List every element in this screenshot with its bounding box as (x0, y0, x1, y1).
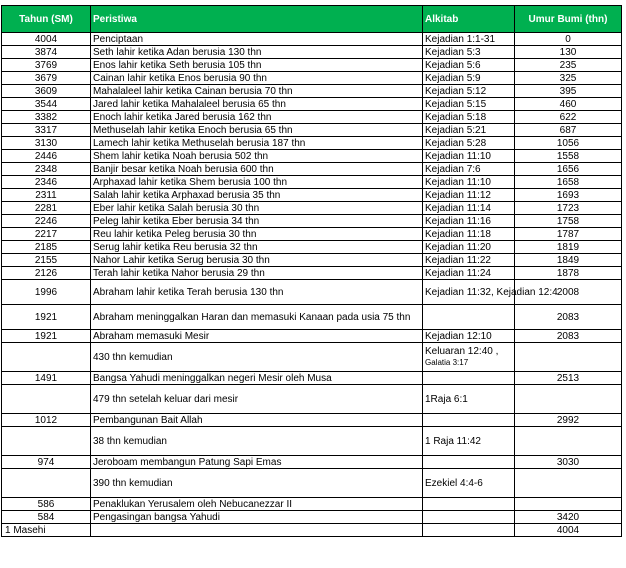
year-cell (2, 469, 91, 498)
year-cell: 3609 (2, 85, 91, 98)
header-year: Tahun (SM) (2, 6, 91, 33)
event-cell: 38 thn kemudian (91, 427, 423, 456)
table-row (2, 176, 622, 189)
reference-cell (423, 498, 515, 511)
event-cell (91, 524, 423, 537)
earth-age-cell: 2008 (515, 280, 622, 305)
reference-secondary: Galatia 3:17 (425, 358, 469, 367)
earth-age-cell: 3420 (515, 511, 622, 524)
table-row (2, 46, 622, 59)
earth-age-cell: 395 (515, 85, 622, 98)
event-cell: 479 thn setelah keluar dari mesir (91, 385, 423, 414)
event-cell: Eber lahir ketika Salah berusia 30 thn (91, 202, 423, 215)
reference-cell: 1Raja 6:1 (423, 385, 515, 414)
year-cell (2, 343, 91, 372)
reference-cell (423, 414, 515, 427)
event-cell: Salah lahir ketika Arphaxad berusia 35 thn (91, 189, 423, 202)
earth-age-cell: 1723 (515, 202, 622, 215)
earth-age-cell: 1878 (515, 267, 622, 280)
year-cell: 2155 (2, 254, 91, 267)
earth-age-cell: 1849 (515, 254, 622, 267)
reference-cell: Kejadian 5:3 (423, 46, 515, 59)
reference-cell (423, 524, 515, 537)
year-cell: 2446 (2, 150, 91, 163)
reference-cell: Kejadian 5:6 (423, 59, 515, 72)
year-cell: 1921 (2, 330, 91, 343)
table-row (2, 427, 622, 456)
year-cell: 2348 (2, 163, 91, 176)
year-cell: 2346 (2, 176, 91, 189)
event-cell: 390 thn kemudian (91, 469, 423, 498)
earth-age-cell: 1758 (515, 215, 622, 228)
table-row (2, 33, 622, 46)
year-cell: 3317 (2, 124, 91, 137)
table-row (2, 124, 622, 137)
table-row (2, 202, 622, 215)
year-cell: 3769 (2, 59, 91, 72)
earth-age-cell: 1558 (515, 150, 622, 163)
year-cell (2, 427, 91, 456)
earth-age-cell (515, 498, 622, 511)
table-row (2, 414, 622, 427)
event-cell: Serug lahir ketika Reu berusia 32 thn (91, 241, 423, 254)
table-row (2, 111, 622, 124)
table-row (2, 511, 622, 524)
year-cell (2, 385, 91, 414)
year-cell: 584 (2, 511, 91, 524)
earth-age-cell: 130 (515, 46, 622, 59)
event-cell: Penaklukan Yerusalem oleh Nebucanezzar II (91, 498, 423, 511)
earth-age-cell: 2992 (515, 414, 622, 427)
event-cell: Mahalaleel lahir ketika Cainan berusia 70 thn (91, 85, 423, 98)
table-row (2, 98, 622, 111)
reference-cell: Kejadian 11:16 (423, 215, 515, 228)
year-cell: 2185 (2, 241, 91, 254)
event-cell: Peleg lahir ketika Eber berusia 34 thn (91, 215, 423, 228)
year-cell: 1491 (2, 372, 91, 385)
earth-age-cell: 1787 (515, 228, 622, 241)
event-cell: Enos lahir ketika Seth berusia 105 thn (91, 59, 423, 72)
table-row (2, 254, 622, 267)
table-row (2, 385, 622, 414)
reference-cell: Ezekiel 4:4-6 (423, 469, 515, 498)
event-cell: Cainan lahir ketika Enos berusia 90 thn (91, 72, 423, 85)
table-row (2, 241, 622, 254)
year-cell: 1996 (2, 280, 91, 305)
reference-cell: 1 Raja 11:42 (423, 427, 515, 456)
table-row (2, 498, 622, 511)
year-cell: 1921 (2, 305, 91, 330)
year-cell: 3544 (2, 98, 91, 111)
event-cell: Pembangunan Bait Allah (91, 414, 423, 427)
earth-age-cell: 2513 (515, 372, 622, 385)
reference-cell (423, 456, 515, 469)
table-row (2, 72, 622, 85)
year-cell: 2281 (2, 202, 91, 215)
table-row (2, 305, 622, 330)
earth-age-cell (515, 385, 622, 414)
reference-cell: Kejadian 11:14 (423, 202, 515, 215)
event-cell: Pengasingan bangsa Yahudi (91, 511, 423, 524)
reference-cell: Kejadian 11:22 (423, 254, 515, 267)
reference-cell: Kejadian 11:18 (423, 228, 515, 241)
earth-age-cell: 687 (515, 124, 622, 137)
table-row (2, 85, 622, 98)
reference-cell (423, 372, 515, 385)
event-cell: Terah lahir ketika Nahor berusia 29 thn (91, 267, 423, 280)
reference-cell: Kejadian 5:28 (423, 137, 515, 150)
reference-cell: Kejadian 1:1-31 (423, 33, 515, 46)
table-row (2, 524, 622, 537)
event-cell: 430 thn kemudian (91, 343, 423, 372)
table-row (2, 163, 622, 176)
earth-age-cell: 1819 (515, 241, 622, 254)
reference-cell: Kejadian 7:6 (423, 163, 515, 176)
event-cell: Shem lahir ketika Noah berusia 502 thn (91, 150, 423, 163)
table-row (2, 137, 622, 150)
year-cell: 3874 (2, 46, 91, 59)
earth-age-cell: 1693 (515, 189, 622, 202)
table-row (2, 280, 622, 305)
reference-cell: Kejadian 5:9 (423, 72, 515, 85)
event-cell: Nahor Lahir ketika Serug berusia 30 thn (91, 254, 423, 267)
earth-age-cell: 1656 (515, 163, 622, 176)
event-cell: Abraham memasuki Mesir (91, 330, 423, 343)
reference-main: Keluaran 12:40 , (425, 346, 499, 357)
earth-age-cell: 460 (515, 98, 622, 111)
earth-age-cell (515, 469, 622, 498)
earth-age-cell: 235 (515, 59, 622, 72)
year-cell: 3382 (2, 111, 91, 124)
header-earth-age: Umur Bumi (thn) (515, 6, 622, 33)
earth-age-cell (515, 427, 622, 456)
reference-cell: Kejadian 11:32, Kejadian 12:4 (423, 280, 515, 305)
earth-age-cell: 1658 (515, 176, 622, 189)
event-cell: Jeroboam membangun Patung Sapi Emas (91, 456, 423, 469)
earth-age-cell (515, 343, 622, 372)
table-row (2, 59, 622, 72)
year-cell: 2126 (2, 267, 91, 280)
event-cell: Methuselah lahir ketika Enoch berusia 65 thn (91, 124, 423, 137)
reference-cell: Kejadian 5:15 (423, 98, 515, 111)
event-cell: Banjir besar ketika Noah berusia 600 thn (91, 163, 423, 176)
earth-age-cell: 0 (515, 33, 622, 46)
table-row (2, 228, 622, 241)
year-cell: 1 Masehi (2, 524, 91, 537)
event-cell: Abraham lahir ketika Terah berusia 130 thn (91, 280, 423, 305)
event-cell: Abraham meninggalkan Haran dan memasuki Kanaan pada usia 75 thn (91, 305, 423, 330)
earth-age-cell: 2083 (515, 305, 622, 330)
reference-cell (423, 305, 515, 330)
reference-cell: Kejadian 11:10 (423, 150, 515, 163)
earth-age-cell: 325 (515, 72, 622, 85)
earth-age-cell: 1056 (515, 137, 622, 150)
event-cell: Reu lahir ketika Peleg berusia 30 thn (91, 228, 423, 241)
event-cell: Enoch lahir ketika Jared berusia 162 thn (91, 111, 423, 124)
year-cell: 2246 (2, 215, 91, 228)
table-row (2, 372, 622, 385)
event-cell: Bangsa Yahudi meninggalkan negeri Mesir oleh Musa (91, 372, 423, 385)
table-row (2, 469, 622, 498)
header-reference: Alkitab (423, 6, 515, 33)
table-row (2, 150, 622, 163)
event-cell: Seth lahir ketika Adan berusia 130 thn (91, 46, 423, 59)
reference-cell (423, 343, 515, 372)
year-cell: 2217 (2, 228, 91, 241)
header-event: Peristiwa (91, 6, 423, 33)
table-row (2, 215, 622, 228)
event-cell: Arphaxad lahir ketika Shem berusia 100 thn (91, 176, 423, 189)
year-cell: 586 (2, 498, 91, 511)
table-row (2, 189, 622, 202)
earth-age-cell: 4004 (515, 524, 622, 537)
year-cell: 1012 (2, 414, 91, 427)
table-row (2, 330, 622, 343)
table-row (2, 267, 622, 280)
event-cell: Jared lahir ketika Mahalaleel berusia 65 thn (91, 98, 423, 111)
header-row (2, 6, 622, 33)
year-cell: 4004 (2, 33, 91, 46)
event-cell: Penciptaan (91, 33, 423, 46)
reference-cell: Kejadian 5:18 (423, 111, 515, 124)
reference-cell: Kejadian 5:12 (423, 85, 515, 98)
earth-age-cell: 622 (515, 111, 622, 124)
event-cell: Lamech lahir ketika Methuselah berusia 187 thn (91, 137, 423, 150)
reference-cell: Kejadian 11:24 (423, 267, 515, 280)
table-row (2, 343, 622, 372)
year-cell: 974 (2, 456, 91, 469)
year-cell: 3679 (2, 72, 91, 85)
chronology-table (1, 5, 622, 537)
year-cell: 3130 (2, 137, 91, 150)
reference-cell: Kejadian 11:20 (423, 241, 515, 254)
reference-cell: Kejadian 11:12 (423, 189, 515, 202)
reference-cell (423, 511, 515, 524)
reference-cell: Kejadian 12:10 (423, 330, 515, 343)
earth-age-cell: 2083 (515, 330, 622, 343)
reference-cell: Kejadian 5:21 (423, 124, 515, 137)
reference-cell: Kejadian 11:10 (423, 176, 515, 189)
table-row (2, 456, 622, 469)
year-cell: 2311 (2, 189, 91, 202)
earth-age-cell: 3030 (515, 456, 622, 469)
